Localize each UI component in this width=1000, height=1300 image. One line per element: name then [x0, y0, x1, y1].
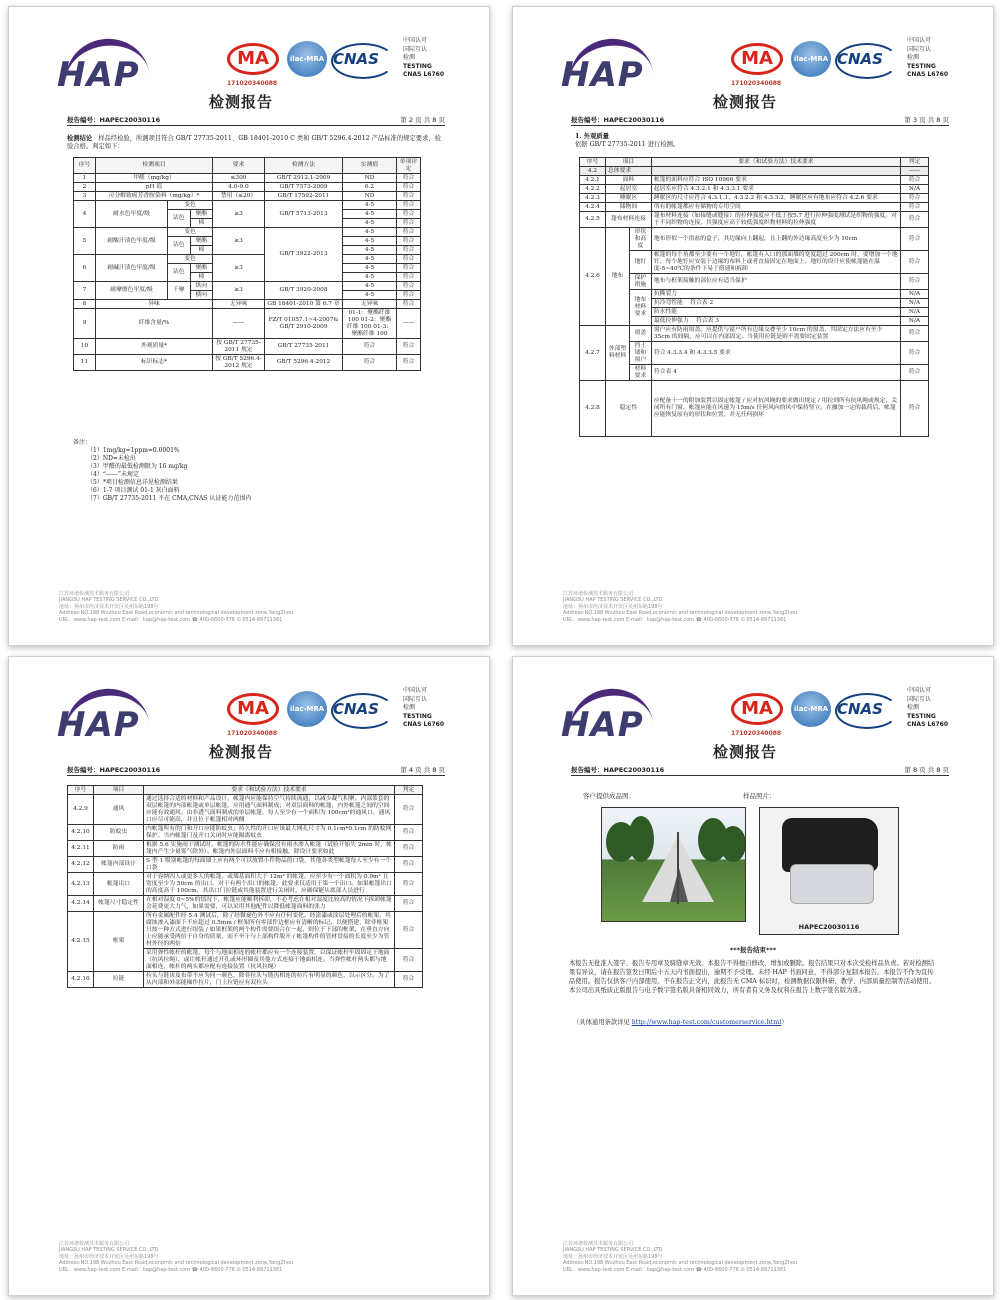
table-row: 地布材料要求 抗撕裂力 N/A	[580, 290, 929, 299]
cma-logo: MA	[227, 43, 279, 75]
terms-link-line: （具体通用条款详见 http://www.hap-test.com/customerservice.html）	[573, 1019, 788, 1026]
test-conclusion: 检测结论 样品经检验，所测项目符合 GB/T 27735-2011、GB 18401-2010 C 类和 GB/T 5296.4-2012 产品标准的规定要求，检验合格。判定如下：	[67, 135, 441, 151]
table-row: 最低拉伸强力 符合表 3 N/A	[580, 317, 929, 326]
table-row: 4.2.10 防蚊虫 内帐篷所有的门和开口应能防蚊虫；持久性的开口应该最大网孔尺寸为 0.1cm*0.1cm 的防蚊网保护。当内帐篷门及开口关闭时应能隔离蚊虫 符合	[68, 825, 423, 841]
table-row: 9 纤维含量/% —— FZ/T 01057.1~4-2007& GB/T 2910-2009 01-1：聚酯纤维 100 01-2：聚酯纤维 100 01-3：聚酯纤维 100 ——	[74, 309, 421, 339]
cnas-info: 中国认可 国际互认 检测 TESTING CNAS L6760	[907, 37, 949, 78]
certification-logos	[731, 41, 911, 81]
table-row: 棉 4-5 符合	[74, 219, 421, 228]
certification-logos	[227, 41, 407, 81]
cnas-logo: CNAS	[837, 45, 893, 73]
table-row: 4.2.9 通风 通过选择合适的材料和产品设计，帐篷内应能保持空气持续流通，以减少凝气积聚。内部浆套的双层帐篷的内部帐篷或单层帐篷，应用通气面料制成；对双层面料的帐篷，内外帐篷之间的空间应能有效通风；由非透气面料制成的单层帐篷，每人至少有一个面积为 100cm²的通风口，通风口应尽可能高，并且位于帐篷相对两侧 符合	[68, 795, 423, 825]
ilac-mra-logo: ilac-MRA	[791, 41, 831, 77]
report-end-mark: ***报告结束***	[729, 946, 777, 954]
table-row: 4.2.1 面料 帐篷的面料应符合 ISO 10966 要求 符合	[580, 176, 929, 185]
cnas-logo: CNAS	[333, 695, 389, 723]
table-row: 10 外观质量* 按 GB/T 27735-2011 规定 GB/T 27735-2011 符合 符合	[74, 339, 421, 355]
sample-photo	[759, 807, 899, 935]
cnas-info: 中国认可 国际互认 检测 TESTING CNAS L6760	[403, 687, 445, 728]
cnas-info: 中国认可 国际互认 检测 TESTING CNAS L6760	[907, 687, 949, 728]
cma-cert-number: 171020340088	[227, 730, 278, 737]
report-title: 检测报告	[209, 743, 274, 761]
table-row: 横向 4-5 符合	[74, 291, 421, 300]
table-row: 1 甲醛（mg/kg） ≤300 GB/T 2912.1-2009 ND 符合	[74, 174, 421, 183]
cnas-logo: CNAS	[837, 695, 893, 723]
page-footer: 江苏环谱检测技术服务有限公司 JIANGSU HAP TESTING SERVICE CO.,LTD 地址：扬州市经济技术开发区吴州东路198号 Address:NO.198 Wuzhou East Road,economic and technological development zone,YangZhou URL：www.hap-test.com E-mail：hap@hap-test.com ☎ 400-6600-776 ✆ 0514-89711361	[59, 1240, 294, 1273]
page-number: 第 4 页 共 8 页	[400, 766, 445, 774]
table-row: 4.2.2 起居室 起居室应符合 4.3.2.1 和 4.3.3.1 要求 N/A	[580, 185, 929, 194]
table-row: 沾色 聚酯 4-5 符合	[74, 264, 421, 273]
sample-id-label: HAPEC20030116	[798, 923, 860, 931]
cma-cert-number: 171020340088	[731, 730, 782, 737]
results-table: 序号 检测项目 要求 检测方法 实测值 单项评定 1 甲醛（mg/kg） ≤300 GB/T 2912.1-2009 ND 符合 2 pH 值 4.0-9.0 GB/T 7573-2009 6.2 符合 3 可分解致癌芳香胺染料（mg/kg）* 禁用（≤20） GB/T 17592-2011 ND 符合 4 耐水色牢度/级 变色 ≥3 GB/T 5713-2013 4-5 符合 沾色 聚酯 4-5 符合 棉 4-5 符合 5 耐酸汗渍色牢度/级 变色 ≥3 GB/T 3922-2013 4-5 符合 沾色 聚酯 4-5 符合 棉 4-5 符合 6 耐碱汗渍色牢度/级 变色 ≥3 4-5 符合 沾色 聚酯 4-5 符合 棉 4-5 符合 7 耐摩擦色牢度/级 干摩 纵向 ≥3 GB/T 3920-2008 4-5 符合 横向 4-5 符合 8 异味 无异味 GB 18401-2010 第 6.7 章 无异味 符合 9 纤维含量/% —— FZ/T 01057.1~4-2007& GB/T 2910-2009 01-1：聚酯纤维 100 01-2：聚酯纤维 100 01-3：聚酯纤维 100 —— 10 外观质量* 按 GB/T 27735-2011 规定 GB/T 27735-2011 符合 符合 11 标识标志* 按 GB/T 5296.4-2012 规定 GB/T 5296.4-2012 符合 符合	[73, 157, 421, 371]
cma-logo: MA	[731, 693, 783, 725]
customer-photo-label: 客户提供成品图：	[583, 792, 635, 800]
table-row: 地钉 帐篷的每个角都至少要有一个地钉，帐篷有入口的那面墙的宽度超过 200cm 时，要增加一个地钉，每个地钉应安装于边缘的布料上或者直接固定在地面上。地钉的设计应使帐篷能在温度-5~40℃的条件下易于搭建和拆卸 符合	[580, 251, 929, 274]
table-row: 4.2.4 储物间 所有的帐篷都应有储物的专用空间 符合	[580, 203, 929, 212]
table-row: 4.2.6 地布 形状和高度 地布形似一个浴盆的盒子，其边缘向上翻起，且上翻的外边缘高度至少为 10cm 符合	[580, 228, 929, 251]
page-footer: 江苏环谱检测技术服务有限公司 JIANGSU HAP TESTING SERVICE CO.,LTD 地址：扬州市经济技术开发区吴州东路198号 Address:NO.198 Wuzhou East Road,economic and technological development zone,YangZhou URL：www.hap-test.com E-mail：hap@hap-test.com ☎ 400-6600-776 ✆ 0514-89711361	[563, 590, 798, 623]
report-title: 检测报告	[713, 743, 778, 761]
report-page-2	[8, 6, 490, 646]
table-row: 4.2.16 拉链 拉头与链齿及布带不应为同一颜色，除非拉头与链齿相连的拉片有明显的颜色，以示区分。为了从内部和外部能操作拉片，门上拉链应有双拉头 符合	[68, 972, 423, 988]
table-row: 2 pH 值 4.0-9.0 GB/T 7573-2009 6.2 符合	[74, 183, 421, 192]
table-row: 4 耐水色牢度/级 变色 ≥3 GB/T 5713-2013 4-5 符合	[74, 201, 421, 210]
ilac-mra-logo: ilac-MRA	[287, 41, 327, 77]
ilac-mra-logo: ilac-MRA	[791, 691, 831, 727]
report-page-8	[512, 656, 994, 1296]
table-row: 4.2.14 帐篷尺寸稳定性 在相对湿度 0~5%的情况下，帐篷应能顺利拆卸，不必考虑在相对湿度比较高的情况下拆卸帐篷会花费更大力气，如果需要，可以采用其他配件以降低帐篷面料的张力 符合	[68, 896, 423, 912]
certification-logos	[731, 691, 911, 731]
report-page-3	[512, 6, 994, 646]
table-row: 4.2.8 稳定性 应配备十一的附加装置以固定帐篷 / 应对抗风绳的要求做出规定 / 用拉到所有抗风绳或规定，关闭所有门窗，帐篷应能在风速为 15m/s 任何风向的风中保持竖立，在撤加一定的载荷后，帐篷应能恢复原有的形状和位置，并无任何损坏 符合	[580, 381, 929, 437]
table-row: 4.2.3 睡眠区 睡眠区的尺寸应符合 4.3.1.1、4.3.2.2 和 4.3.3.2，睡眠区应有地布应符合 4.2.6 要求 符合	[580, 194, 929, 203]
cnas-logo: CNAS	[333, 45, 389, 73]
table-row: 4.2.13 帐篷出口 对于容纳四人或更多人的帐篷，或墙基面积大于 12m² 的帐篷，应至少有一个面积为 0.9m² 且宽度至少为 50cm 的出口。对于有两个出口的帐篷，此要求仅适用于第一个出口。如果帐篷出口的高度高于 100cm，其出口门拉链或其他装置进行关闭时，应确保能从底部人员进行 符合	[68, 873, 423, 896]
appearance-table: 序号 项目 要求（和试验方法）技术要求 判定 4.2 总体要求 —— 4.2.1 面料 帐篷的面料应符合 ISO 10966 要求 符合 4.2.2 起居室 起居室应符合 4.3.2.1 和 4.3.3.1 要求 N/A 4.2.3 睡眠区 睡眠区的尺寸应符合 4.3.1.1、4.3.2.2 和 4.3.3.2，睡眠区应有地布应符合 4.2.6 要求 符合 4.2.4 储物间 所有的帐篷都应有储物的专用空间 符合 4.2.5 篷布材料连接 篷布材料连接（如接缝或缝接）的拉伸强度应不低于按5.7 进行拉伸强度测试是织物的强度。对于不同织物的连接，其强度应高于较低强度织物材料的拉伸强度 符合 4.2.6 地布 形状和高度 地布形似一个浴盆的盒子，其边缘向上翻起，且上翻的外边缘高度至少为 10cm 符合 地钉 帐篷的每个角都至少要有一个地钉，帐篷有入口的那面墙的宽度超过 200cm 时，要增加一个地钉，每个地钉应安装于边缘的布料上或者直接固定在地面上。地钉的设计应使帐篷能在温度-5~40℃的条件下易于搭建和拆卸 符合 保护措施 地布与框架接触的部位应有适当保护 符合 地布材料要求 抗撕裂力 N/A 抗冷弯性能 符合表 2 N/A 防水性能 N/A 最低拉伸强力 符合表 3 N/A 4.2.7 外部塑料材料 窗盖 窗户应有防雨窗盖。应提供与窗户所有边缘交叠至少 10cm 的窗盖，其固定方法应有至少 35cm 的间隔，应可以在内部固定。当使用拉链是则不需要固定装置 符合 挡土墙和窗户 符合 4.3.3.4 和 4.3.3.5 要求 符合 材料要求 符合表 4 符合 4.2.8 稳定性 应配备十一的附加装置以固定帐篷 / 应对抗风绳的要求做出规定 / 用拉到所有抗风绳或规定，关闭所有门窗，帐篷应能在风速为 15m/s 任何风向的风中保持竖立，在撤加一定的载荷后，帐篷应能恢复原有的形状和位置，并无任何损坏 符合	[579, 157, 929, 437]
table-row: 沾色 聚酯 4-5 符合	[74, 210, 421, 219]
hap-logo: HAP	[57, 39, 147, 99]
tent-photo	[601, 807, 746, 922]
certification-logos	[227, 691, 407, 731]
page-number: 第 8 页 共 8 页	[904, 766, 949, 774]
report-page-4	[8, 656, 490, 1296]
table-row: 防水性能 N/A	[580, 308, 929, 317]
table-row: 沾色 聚酯 4-5 符合	[74, 237, 421, 246]
table-row: 4.2 总体要求 ——	[580, 167, 929, 176]
disclaimer: 本报告无批准人签字、报告专用章及骑缝章无效。本报告不得擅自修改、增加或删除。报告结果只对本次受检样品负责。若对检测结果有异议，请在报告签发日期后十五天内书面提出，逾期不予受理。未经 HAP 书面同意，不得部分复制本报告。本报告不作为宣传品使用。报告仅供客户内部使用，不在报告正文内，此报告无 CMA 标识时，检测数据仅限科研、教学、内部质量控制等活动使用。本公司出具纸质正版报告与电子数字签名版具备相同效力，所有者有义务及权利在报告上数字签名版为准。	[569, 960, 936, 994]
cma-cert-number: 171020340088	[731, 80, 782, 87]
table-row: 抗冷弯性能 符合表 2 N/A	[580, 299, 929, 308]
table-row: 材料要求 符合表 4 符合	[580, 365, 929, 381]
page-footer: 江苏环谱检测技术服务有限公司 JIANGSU HAP TESTING SERVICE CO.,LTD 地址：扬州市经济技术开发区吴州东路198号 Address:NO.198 Wuzhou East Road,economic and technological development zone,YangZhou URL：www.hap-test.com E-mail：hap@hap-test.com ☎ 400-6600-776 ✆ 0514-89711361	[563, 1240, 798, 1273]
report-number: 报告编号：HAPEC20030116	[67, 766, 161, 774]
table-row: 棉 4-5 符合	[74, 246, 421, 255]
table-row: 4.2.5 篷布材料连接 篷布材料连接（如接缝或缝接）的拉伸强度应不低于按5.7 进行拉伸强度测试是织物的强度。对于不同织物的连接，其强度应高于较低强度织物材料的拉伸强度 符合	[580, 212, 929, 228]
table-row: 棉 4-5 符合	[74, 273, 421, 282]
report-title: 检测报告	[713, 93, 778, 111]
report-number: 报告编号：HAPEC20030116	[571, 766, 665, 774]
table-row: 3 可分解致癌芳香胺染料（mg/kg）* 禁用（≤20） GB/T 17592-2011 ND 符合	[74, 192, 421, 201]
table-row: 4.2.11 防雨 根据 5.6 实施雨于测试时，帐篷的防水性能应确保没有雨水渗入帐篷（试验开始失 2min 时，帐篷内产生少量雾气除外）。帐篷内外层面料不应有相接触，除设计要求如此 符合	[68, 841, 423, 857]
cma-logo: MA	[731, 43, 783, 75]
hap-logo: HAP	[57, 689, 147, 749]
table-row: 5 耐酸汗渍色牢度/级 变色 ≥3 GB/T 3922-2013 4-5 符合	[74, 228, 421, 237]
table-row: 11 标识标志* 按 GB/T 5296.4-2012 规定 GB/T 5296.4-2012 符合 符合	[74, 355, 421, 371]
hap-logo: HAP	[561, 39, 651, 99]
section-heading: 1. 外观质量 依据 GB/T 27735-2011 进行检测。	[575, 133, 680, 149]
notes: 备注： （1）1mg/kg=1ppm=0.0001% （2）ND=未检出 （3）甲醛的最低检测限为 16 mg/kg （4）“——”未规定 （5）*项目检测信息详见检测结果 （6）1-7 项目测试 01-1 灰白面料 （7）GB/T 27735-2011 不在 CMA,CNAS 认证能力范围内	[73, 439, 252, 502]
page-footer: 江苏环谱检测技术服务有限公司 JIANGSU HAP TESTING SERVICE CO.,LTD 地址：扬州市经济技术开发区吴州东路198号 Address:NO.198 Wuzhou East Road,economic and technological development zone,YangZhou URL：www.hap-test.com E-mail：hap@hap-test.com ☎ 400-6600-776 ✆ 0514-89711361	[59, 590, 294, 623]
table-row: 4.2.15 框架 所有金属配件经 5.4 测试后，除了经微褪色外不应有任何变化。经涂漆或涂层处理后的帐架，其腐蚀渗入漆面下不应超过 0.5mm / 框架所有零部件边框应有清晰的标记，以便搭建，除非框架只按一种方式进行组装 / 如果框架的两个构件需要组合在一起，则位于下部的框架，在垂直方向上应能承受两倍于自身的质量，而不至于与上部构件脱开 / 帐篷构件的管材盘接的长度至少为管材外径的两倍 符合	[68, 912, 423, 949]
table-row: 4.2.7 外部塑料材料 窗盖 窗户应有防雨窗盖。应提供与窗户所有边缘交叠至少 10cm 的窗盖，其固定方法应有至少 35cm 的间隔，应可以在内部固定。当使用拉链是则不需要固定装置 符合	[580, 326, 929, 342]
table-row: 6 耐碱汗渍色牢度/级 变色 ≥3 4-5 符合	[74, 255, 421, 264]
ilac-mra-logo: ilac-MRA	[287, 691, 327, 727]
table-row: 保护措施 地布与框架接触的部位应有适当保护 符合	[580, 274, 929, 290]
report-number: 报告编号：HAPEC20030116	[571, 116, 665, 124]
requirements-table: 序号 项目 要求（和试验方法）技术要求 判定 4.2.9 通风 通过选择合适的材料和产品设计，帐篷内应能保持空气持续流通，以减少凝气积聚。内部浆套的双层帐篷的内部帐篷或单层帐篷，应用通气面料制成；对双层面料的帐篷，内外帐篷之间的空间应能有效通风；由非透气面料制成的单层帐篷，每人至少有一个面积为 100cm²的通风口，通风口应尽可能高，并且位于帐篷相对两侧 符合 4.2.10 防蚊虫 内帐篷所有的门和开口应能防蚊虫；持久性的开口应该最大网孔尺寸为 0.1cm*0.1cm 的防蚊网保护。当内帐篷门及开口关闭时应能隔离蚊虫 符合 4.2.11 防雨 根据 5.6 实施雨于测试时，帐篷的防水性能应确保没有雨水渗入帐篷（试验开始失 2min 时，帐篷内产生少量雾气除外）。帐篷内外层面料不应有相接触，除设计要求如此 符合 4.2.12 帐篷内部设计 S 型 1 级别帐篷的每面墙上应有两个可以放置小件物品的口袋，其他各类型帐篷每人至少有一个口袋 符合 4.2.13 帐篷出口 对于容纳四人或更多人的帐篷，或墙基面积大于 12m² 的帐篷，应至少有一个面积为 0.9m² 且宽度至少为 50cm 的出口。对于有两个出口的帐篷，此要求仅适用于第一个出口。如果帐篷出口的高度高于 100cm，其出口门拉链或其他装置进行关闭时，应确保能从底部人员进行 符合 4.2.14 帐篷尺寸稳定性 在相对湿度 0~5%的情况下，帐篷应能顺利拆卸，不必考虑在相对湿度比较高的情况下拆卸帐篷会花费更大力气，如果需要，可以采用其他配件以降低帐篷面料的张力 符合 4.2.15 框架 所有金属配件经 5.4 测试后，除了经微褪色外不应有任何变化。经涂漆或涂层处理后的帐架，其腐蚀渗入漆面下不应超过 0.5mm / 框架所有零部件边框应有清晰的标记，以便搭建，除非框架只按一种方式进行组装 / 如果框架的两个构件需要组合在一起，则位于下部的框架，在垂直方向上应能承受两倍于自身的质量，而不至于与上部构件脱开 / 帐篷构件的管材盘接的长度至少为管材外径的两倍 符合 采用弹性帐杆的帐篷，每个与地面相连的帐杆都应有一个连接装置，以保证帐杆牢固固定于地面（抗风拉绳），或让帐杆通过开孔或环形圈及其他方式连接于地面相连。当弹性帐杆两头都与地面相连，帐杆的两头都应配有连接装置（抗风拉绳） 符合 4.2.16 拉链 拉头与链齿及布带不应为同一颜色，除非拉头与链齿相连的拉片有明显的颜色，以示区分。为了从内部和外部能操作拉片，门上拉链应有双拉头 符合	[67, 785, 423, 988]
table-row: 采用弹性帐杆的帐篷，每个与地面相连的帐杆都应有一个连接装置，以保证帐杆牢固固定于地面（抗风拉绳），或让帐杆通过开孔或环形圈及其他方式连接于地面相连。当弹性帐杆两头都与地面相连，帐杆的两头都应配有连接装置（抗风拉绳） 符合	[68, 949, 423, 972]
cma-cert-number: 171020340088	[227, 80, 278, 87]
terms-link[interactable]: http://www.hap-test.com/customerservice.html	[631, 1019, 782, 1026]
cnas-info: 中国认可 国际互认 检测 TESTING CNAS L6760	[403, 37, 445, 78]
table-row: 7 耐摩擦色牢度/级 干摩 纵向 ≥3 GB/T 3920-2008 4-5 符合	[74, 282, 421, 291]
table-row: 挡土墙和窗户 符合 4.3.3.4 和 4.3.3.5 要求 符合	[580, 342, 929, 365]
hap-logo: HAP	[561, 689, 651, 749]
table-row: 4.2.12 帐篷内部设计 S 型 1 级别帐篷的每面墙上应有两个可以放置小件物品的口袋，其他各类型帐篷每人至少有一个口袋 符合	[68, 857, 423, 873]
cma-logo: MA	[227, 693, 279, 725]
page-number: 第 2 页 共 8 页	[400, 116, 445, 124]
report-title: 检测报告	[209, 93, 274, 111]
sample-photo-label: 样品照片：	[743, 792, 776, 800]
table-row: 8 异味 无异味 GB 18401-2010 第 6.7 章 无异味 符合	[74, 300, 421, 309]
report-number: 报告编号：HAPEC20030116	[67, 116, 161, 124]
page-number: 第 3 页 共 8 页	[904, 116, 949, 124]
